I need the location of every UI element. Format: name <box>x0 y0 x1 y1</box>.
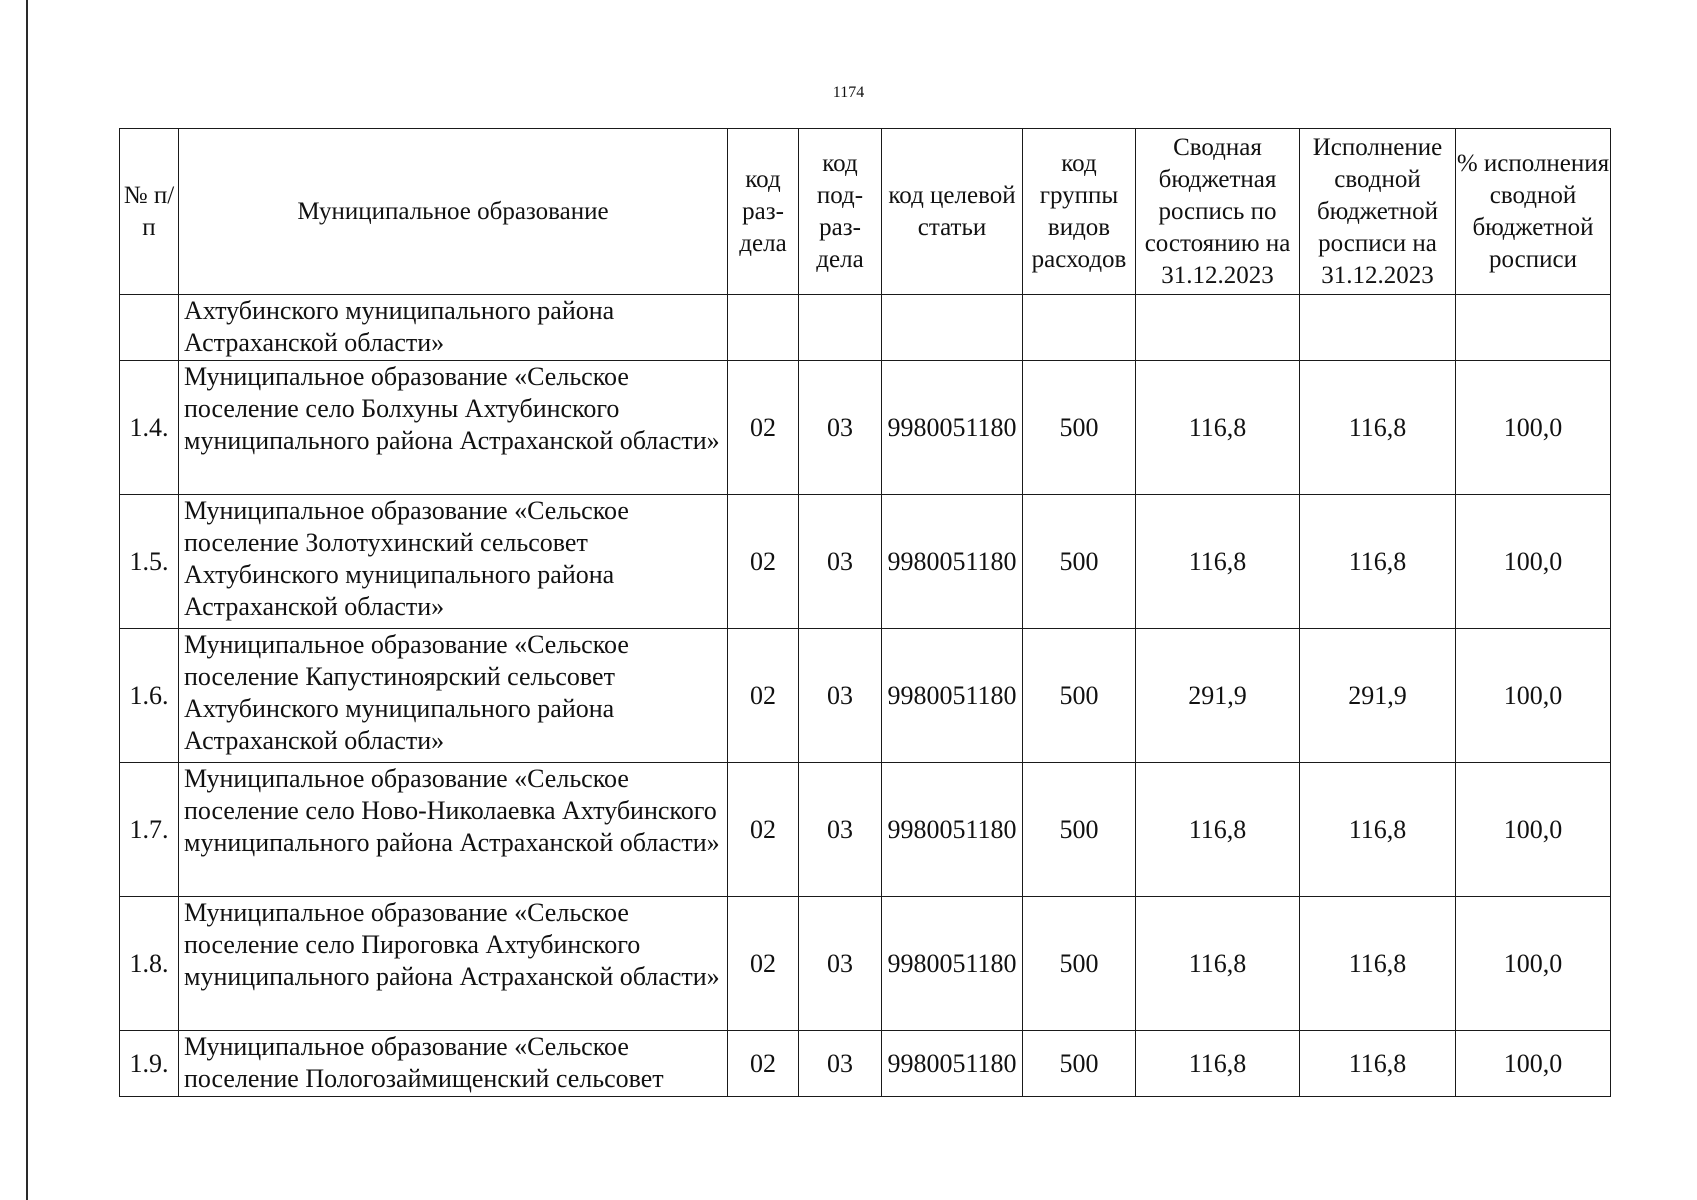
cell-execution-percent: 100,0 <box>1456 629 1611 763</box>
cell-empty <box>1136 295 1300 361</box>
cell-razdel: 02 <box>728 763 799 897</box>
cell-podrazdel: 03 <box>799 629 882 763</box>
cell-target-article: 9980051180 <box>882 763 1023 897</box>
cell-podrazdel: 03 <box>799 495 882 629</box>
cell-execution-percent: 100,0 <box>1456 763 1611 897</box>
cell-razdel: 02 <box>728 897 799 1031</box>
cell-num: 1.8. <box>120 897 179 1031</box>
cell-budget-plan: 116,8 <box>1136 763 1300 897</box>
cell-budget-execution: 116,8 <box>1300 495 1456 629</box>
header-num: № п/п <box>120 129 179 295</box>
cell-empty <box>882 295 1023 361</box>
page-number: 1174 <box>832 84 865 101</box>
cell-num: 1.5. <box>120 495 179 629</box>
cell-razdel: 02 <box>728 495 799 629</box>
cell-num <box>120 295 179 361</box>
cell-empty <box>1456 295 1611 361</box>
cell-budget-plan: 116,8 <box>1136 897 1300 1031</box>
header-execution-percent: % исполнения сводной бюджетной росписи <box>1456 129 1611 295</box>
table-row <box>120 1031 1611 1097</box>
cell-expense-group: 500 <box>1023 361 1136 495</box>
cell-empty <box>799 295 882 361</box>
cell-budget-plan: 116,8 <box>1136 1031 1300 1097</box>
cell-razdel: 02 <box>728 361 799 495</box>
cell-expense-group: 500 <box>1023 763 1136 897</box>
cell-num: 1.6. <box>120 629 179 763</box>
cell-municipality: Муниципальное образование «Сельское поселение Пологозаймищенский сельсовет <box>179 1031 728 1097</box>
cell-target-article: 9980051180 <box>882 495 1023 629</box>
cell-municipality: Муниципальное образование «Сельское поселение село Болхуны Ахтубинского муниципального района Астраханской области» <box>179 361 728 495</box>
table-row <box>120 897 1611 1031</box>
cell-budget-plan: 116,8 <box>1136 495 1300 629</box>
scan-edge-line <box>26 0 28 1200</box>
header-target-article-code: код целевой статьи <box>882 129 1023 295</box>
cell-execution-percent: 100,0 <box>1456 897 1611 1031</box>
cell-budget-execution: 116,8 <box>1300 763 1456 897</box>
cell-empty <box>728 295 799 361</box>
cell-empty <box>1023 295 1136 361</box>
header-razdel-code: код раз- дела <box>728 129 799 295</box>
table-row <box>120 495 1611 629</box>
cell-podrazdel: 03 <box>799 361 882 495</box>
table-header-row <box>120 129 1611 295</box>
table-row <box>120 361 1611 495</box>
table-row <box>120 763 1611 897</box>
cell-budget-execution: 116,8 <box>1300 897 1456 1031</box>
cell-target-article: 9980051180 <box>882 897 1023 1031</box>
cell-target-article: 9980051180 <box>882 1031 1023 1097</box>
cell-expense-group: 500 <box>1023 495 1136 629</box>
cell-expense-group: 500 <box>1023 629 1136 763</box>
cell-budget-plan: 116,8 <box>1136 361 1300 495</box>
cell-execution-percent: 100,0 <box>1456 495 1611 629</box>
header-expense-group-code: код группы видов расходов <box>1023 129 1136 295</box>
header-municipality: Муниципальное образование <box>179 129 728 295</box>
cell-budget-execution: 116,8 <box>1300 361 1456 495</box>
cell-budget-execution: 116,8 <box>1300 1031 1456 1097</box>
cell-expense-group: 500 <box>1023 1031 1136 1097</box>
cell-municipality: Муниципальное образование «Сельское поселение село Ново-Николаевка Ахтубинского муниципального района Астраханской области» <box>179 763 728 897</box>
cell-num: 1.4. <box>120 361 179 495</box>
cell-num: 1.7. <box>120 763 179 897</box>
budget-execution-table <box>119 128 1611 1097</box>
cell-razdel: 02 <box>728 1031 799 1097</box>
cell-municipality: Ахтубинского муниципального района Астраханской области» <box>179 295 728 361</box>
cell-execution-percent: 100,0 <box>1456 1031 1611 1097</box>
cell-razdel: 02 <box>728 629 799 763</box>
cell-podrazdel: 03 <box>799 897 882 1031</box>
cell-expense-group: 500 <box>1023 897 1136 1031</box>
cell-budget-plan: 291,9 <box>1136 629 1300 763</box>
cell-podrazdel: 03 <box>799 1031 882 1097</box>
cell-municipality: Муниципальное образование «Сельское поселение Золотухинский сельсовет Ахтубинского муниципального района Астраханской области» <box>179 495 728 629</box>
cell-target-article: 9980051180 <box>882 629 1023 763</box>
cell-execution-percent: 100,0 <box>1456 361 1611 495</box>
table-row <box>120 629 1611 763</box>
cell-municipality: Муниципальное образование «Сельское поселение село Пироговка Ахтубинского муниципального района Астраханской области» <box>179 897 728 1031</box>
cell-num: 1.9. <box>120 1031 179 1097</box>
table-row-continuation <box>120 295 1611 361</box>
cell-target-article: 9980051180 <box>882 361 1023 495</box>
cell-budget-execution: 291,9 <box>1300 629 1456 763</box>
header-budget-plan: Сводная бюджетная роспись по состоянию на 31.12.2023 <box>1136 129 1300 295</box>
header-podrazdel-code: код под- раз- дела <box>799 129 882 295</box>
cell-empty <box>1300 295 1456 361</box>
header-budget-execution: Исполнение сводной бюджетной росписи на 31.12.2023 <box>1300 129 1456 295</box>
cell-podrazdel: 03 <box>799 763 882 897</box>
cell-municipality: Муниципальное образование «Сельское поселение Капустиноярский сельсовет Ахтубинского муниципального района Астраханской области» <box>179 629 728 763</box>
